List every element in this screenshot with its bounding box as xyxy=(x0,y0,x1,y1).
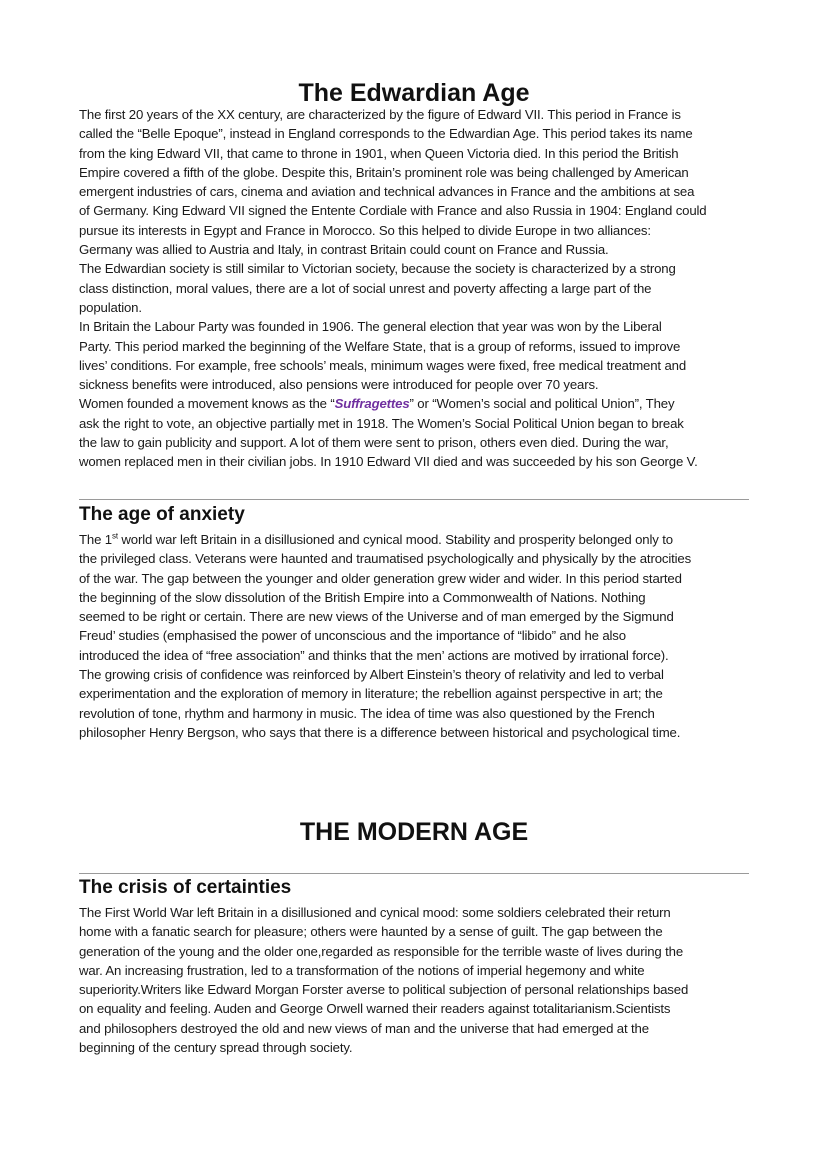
text-segment: world war left Britain in a disillusioned and cynical mood. Stability and prosperity belonged only to xyxy=(117,532,673,547)
edwardian-age-body xyxy=(79,105,759,472)
text-line: the law to gain publicity and support. A lot of them were sent to prison, others even died. During the war, xyxy=(79,435,669,451)
highlighted-term: Suffragettes xyxy=(334,396,410,412)
text-line: lives’ conditions. For example, free schools’ meals, minimum wages were fixed, free medical treatment and xyxy=(79,357,687,373)
text-line: of the war. The gap between the younger and older generation grew wider and wider. In this period started xyxy=(79,570,682,586)
section-heading-age-of-anxiety: The age of anxiety xyxy=(79,504,245,525)
text-segment: Women founded a movement knows as the “ xyxy=(79,396,335,412)
age-of-anxiety-body xyxy=(79,530,759,742)
page-title: The Edwardian Age xyxy=(298,79,530,107)
text-line: beginning of the century spread through society. xyxy=(79,1040,353,1056)
crisis-of-certainties-body xyxy=(79,903,759,1057)
text-line: called the “Belle Epoque”, instead in England corresponds to the Edwardian Age. This period takes its name xyxy=(79,126,693,142)
text-line: Party. This period marked the beginning of the Welfare State, that is a group of reforms, issued to improve xyxy=(79,338,681,354)
text-line: emergent industries of cars, cinema and aviation and technical advances in France and the ambitions at sea xyxy=(79,184,695,200)
text-line: war. An increasing frustration, led to a transformation of the notions of imperial hegemony and white xyxy=(79,962,645,978)
text-line: superiority.Writers like Edward Morgan Forster averse to political subjection of personal relationships based xyxy=(79,982,689,998)
text-line xyxy=(79,394,759,413)
text-line: women replaced men in their civilian jobs. In 1910 Edward VII died and was succeeded by his son George V. xyxy=(79,454,698,470)
text-line: Germany was allied to Austria and Italy, in contrast Britain could count on France and Russia. xyxy=(79,242,609,258)
text-line: seemed to be right or certain. There are new views of the Universe and of man emerged by the Sigmund xyxy=(79,609,674,625)
text-line: generation of the young and the older one,regarded as responsible for the terrible waste of lives during the xyxy=(79,943,684,959)
text-line: the beginning of the slow dissolution of the British Empire into a Commonwealth of Nations. Nothing xyxy=(79,589,646,605)
section-heading-crisis-of-certainties: The crisis of certainties xyxy=(79,877,292,898)
text-line: Freud’ studies (emphasised the power of unconscious and the importance of “libido” and he also xyxy=(79,628,626,644)
text-line: Empire covered a fifth of the globe. Despite this, Britain’s prominent role was being challenged by American xyxy=(79,164,689,180)
text-line: of Germany. King Edward VII signed the Entente Cordiale with France and also Russia in 1904: England could xyxy=(79,203,707,219)
text-line: the privileged class. Veterans were haunted and traumatised psychologically and physically by the atrocities xyxy=(79,551,692,567)
text-line: The Edwardian society is still similar to Victorian society, because the society is characterized by a strong xyxy=(79,261,676,277)
text-line: on equality and feeling. Auden and George Orwell warned their readers against totalitarianism.Scientists xyxy=(79,1001,671,1017)
text-line: In Britain the Labour Party was founded in 1906. The general election that year was won by the Liberal xyxy=(79,319,662,335)
text-line: population. xyxy=(79,299,142,315)
text-segment: The 1 xyxy=(79,532,112,547)
text-line: The first 20 years of the XX century, are characterized by the figure of Edward VII. This period in France is xyxy=(79,107,681,122)
text-segment: ” or “Women’s social and political Union”, They xyxy=(409,396,675,412)
text-line: and philosophers destroyed the old and new views of man and the universe that had emerged at the xyxy=(79,1020,649,1036)
section-divider xyxy=(79,499,749,500)
modern-age-title: THE MODERN AGE xyxy=(299,818,529,846)
superscript: st xyxy=(111,531,118,541)
text-line: revolution of tone, rhythm and harmony in music. The idea of time was also questioned by the French xyxy=(79,705,655,721)
text-line: experimentation and the exploration of memory in literature; the rebellion against perspective in art; the xyxy=(79,686,663,702)
text-line: ask the right to vote, an objective partially met in 1918. The Women’s Social Political Union began to break xyxy=(79,415,684,431)
text-line: introduced the idea of “free association” and thinks that the men’ actions are motived by irrational force). xyxy=(79,647,669,663)
text-line: from the king Edward VII, that came to throne in 1901, when Queen Victoria died. In this period the British xyxy=(79,145,679,161)
text-line: The growing crisis of confidence was reinforced by Albert Einstein’s theory of relativity and led to verbal xyxy=(79,667,664,683)
text-line: The First World War left Britain in a disillusioned and cynical mood: some soldiers celebrated their return xyxy=(79,905,671,920)
text-line xyxy=(79,530,759,549)
text-line: home with a fanatic search for pleasure; others were haunted by a sense of guilt. The gap between the xyxy=(79,924,663,940)
text-line: sickness benefits were introduced, also pensions were introduced for people over 70 years. xyxy=(79,377,599,393)
text-line: class distinction, moral values, there are a lot of social unrest and poverty affecting a large part of the xyxy=(79,280,652,296)
text-line: philosopher Henry Bergson, who says that there is a difference between historical and psychological time. xyxy=(79,724,681,740)
section-divider xyxy=(79,873,749,874)
text-line: pursue its interests in Egypt and France in Morocco. So this helped to divide Europe in two alliances: xyxy=(79,222,651,238)
